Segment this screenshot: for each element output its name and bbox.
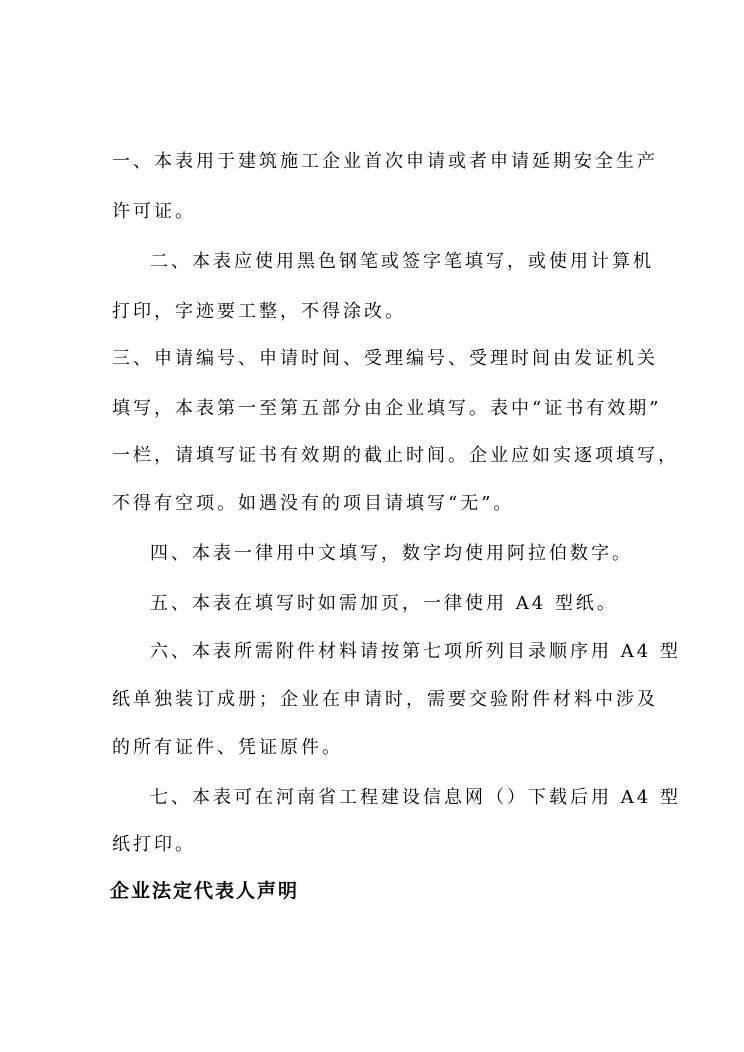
instruction-2-line-2: 打印，字迹要工整，不得涂改。 xyxy=(112,301,406,322)
instruction-1-line-2: 许可证。 xyxy=(112,201,196,222)
instruction-6-line-1: 六、本表所需附件材料请按第七项所列目录顺序用 A4 型 xyxy=(150,641,681,662)
instruction-5-line-1: 五、本表在填写时如需加页，一律使用 A4 型纸。 xyxy=(150,593,618,614)
instruction-1-line-1: 一、本表用于建筑施工企业首次申请或者申请延期安全生产 xyxy=(112,151,658,172)
instruction-3-line-1: 三、申请编号、申请时间、受理编号、受理时间由发证机关 xyxy=(112,348,658,369)
instruction-6-line-3: 的所有证件、凭证原件。 xyxy=(112,737,343,758)
section-heading: 企业法定代表人声明 xyxy=(110,880,300,902)
instruction-3-line-2: 填写，本表第一至第五部分由企业填写。表中“证书有效期” xyxy=(112,398,662,419)
instruction-2-line-1: 二、本表应使用黑色钢笔或签字笔填写，或使用计算机 xyxy=(150,251,654,272)
instruction-4-line-1: 四、本表一律用中文填写，数字均使用阿拉伯数字。 xyxy=(150,543,633,564)
instruction-7-line-2: 纸打印。 xyxy=(112,834,196,855)
instruction-3-line-4: 不得有空项。如遇没有的项目请填写“无”。 xyxy=(112,493,515,514)
instruction-7-line-1: 七、本表可在河南省工程建设信息网（）下载后用 A4 型 xyxy=(150,787,681,808)
instruction-3-line-3: 一栏，请填写证书有效期的截止时间。企业应如实逐项填写， xyxy=(112,445,679,466)
instruction-6-line-2: 纸单独装订成册；企业在申请时，需要交验附件材料中涉及 xyxy=(112,689,658,710)
